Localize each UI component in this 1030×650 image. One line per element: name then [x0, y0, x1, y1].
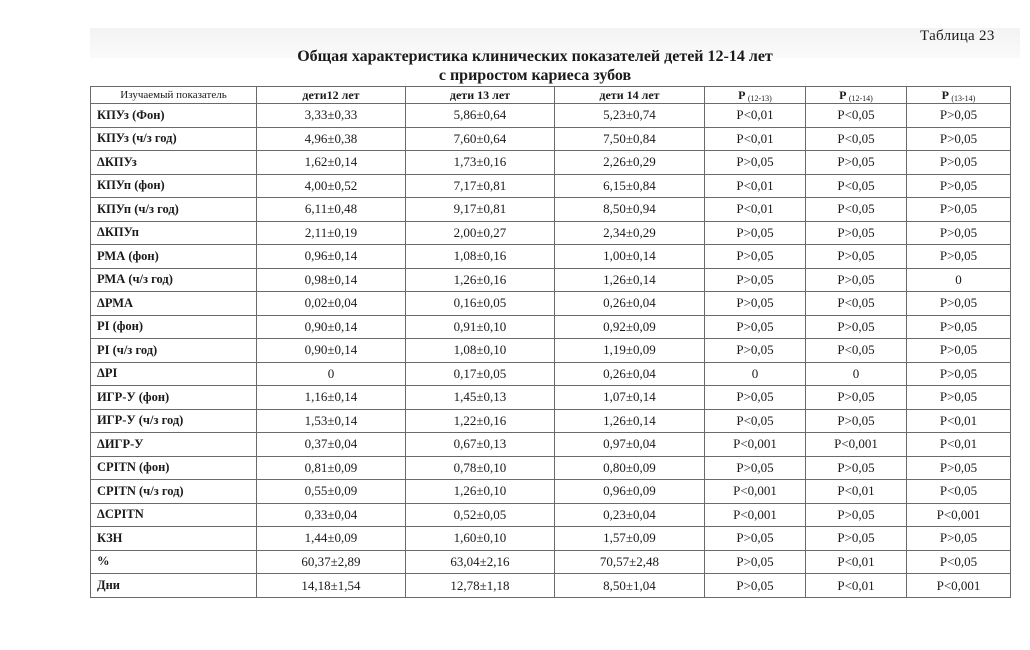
age-14-value: 5,23±0,74: [555, 104, 705, 128]
table-row: [91, 315, 1011, 339]
p-13-14-value: P<0,05: [907, 480, 1011, 504]
p-12-13-value: P<0,001: [705, 503, 806, 527]
age-13-value: 1,08±0,10: [406, 339, 555, 363]
p-13-14-value: P>0,05: [907, 292, 1011, 316]
p-12-13-value: P<0,001: [705, 433, 806, 457]
p-13-14-value: P>0,05: [907, 527, 1011, 551]
p-12-13-value: P<0,01: [705, 198, 806, 222]
age-13-value: 63,04±2,16: [406, 550, 555, 574]
table-row: [91, 409, 1011, 433]
p-13-14-value: P>0,05: [907, 456, 1011, 480]
age-12-value: 60,37±2,89: [257, 550, 406, 574]
p-12-14-value: P<0,05: [806, 104, 907, 128]
p-12-13-value: P<0,01: [705, 127, 806, 151]
p-13-14-value: P>0,05: [907, 315, 1011, 339]
table-row: [91, 574, 1011, 598]
age-14-value: 0,26±0,04: [555, 292, 705, 316]
table-title-line-1: Общая характеристика клинических показателей детей 12-14 лет: [297, 48, 773, 65]
age-14-value: 0,92±0,09: [555, 315, 705, 339]
p-12-14-value: P>0,05: [806, 527, 907, 551]
age-14-value: 1,26±0,14: [555, 268, 705, 292]
clinical-indicators-table: [90, 86, 1011, 598]
table-row: [91, 151, 1011, 175]
p-12-13-value: P>0,05: [705, 339, 806, 363]
p-12-14-value: P>0,05: [806, 409, 907, 433]
age-14-value: 2,26±0,29: [555, 151, 705, 175]
p-13-14-value: P<0,001: [907, 574, 1011, 598]
p-12-14-value: P<0,01: [806, 480, 907, 504]
indicator-cell: КПУп (ч/з год): [91, 198, 257, 222]
age-14-value: 0,96±0,09: [555, 480, 705, 504]
age-12-value: 0,90±0,14: [257, 339, 406, 363]
indicator-cell: Дни: [91, 574, 257, 598]
table-row: [91, 127, 1011, 151]
age-12-value: 6,11±0,48: [257, 198, 406, 222]
p-13-14-value: P>0,05: [907, 151, 1011, 175]
table-row: [91, 362, 1011, 386]
p-12-14-value: P<0,05: [806, 339, 907, 363]
age-13-value: 0,78±0,10: [406, 456, 555, 480]
age-12-value: 0,02±0,04: [257, 292, 406, 316]
p-12-14-value: P<0,05: [806, 174, 907, 198]
table-number: Таблица 23: [920, 28, 995, 44]
table-row: [91, 480, 1011, 504]
age-13-value: 1,26±0,10: [406, 480, 555, 504]
age-12-value: 0,37±0,04: [257, 433, 406, 457]
age-12-value: 0,98±0,14: [257, 268, 406, 292]
age-14-value: 0,26±0,04: [555, 362, 705, 386]
age-12-value: 0,81±0,09: [257, 456, 406, 480]
p-13-14-value: P>0,05: [907, 174, 1011, 198]
p-12-14-value: P<0,01: [806, 550, 907, 574]
p-12-14-value: P>0,05: [806, 503, 907, 527]
age-12-value: 0: [257, 362, 406, 386]
age-13-value: 5,86±0,64: [406, 104, 555, 128]
p-12-14-value: P>0,05: [806, 386, 907, 410]
table-row: [91, 198, 1011, 222]
age-13-value: 0,17±0,05: [406, 362, 555, 386]
header-age-14: дети 14 лет: [555, 87, 705, 104]
header-indicator: Изучаемый показатель: [91, 87, 257, 104]
age-12-value: 0,33±0,04: [257, 503, 406, 527]
age-13-value: 7,17±0,81: [406, 174, 555, 198]
indicator-cell: КЗН: [91, 527, 257, 551]
indicator-cell: CPITN (фон): [91, 456, 257, 480]
age-13-value: 1,45±0,13: [406, 386, 555, 410]
indicator-cell: ΔPI: [91, 362, 257, 386]
age-13-value: 0,52±0,05: [406, 503, 555, 527]
header-p-13-14: P $_{(13-14)}$: [907, 87, 1011, 104]
p-12-14-value: P<0,05: [806, 198, 907, 222]
table-row: [91, 268, 1011, 292]
table-row: [91, 527, 1011, 551]
indicator-cell: ΔРМА: [91, 292, 257, 316]
age-12-value: 2,11±0,19: [257, 221, 406, 245]
p-12-13-value: P>0,05: [705, 245, 806, 269]
p-12-14-value: P>0,05: [806, 268, 907, 292]
indicator-cell: ИГР-У (фон): [91, 386, 257, 410]
header-row: [91, 87, 1011, 104]
p-13-14-value: P>0,05: [907, 221, 1011, 245]
p-12-13-value: P>0,05: [705, 386, 806, 410]
header-p-12-14: P $_{(12-14)}$: [806, 87, 907, 104]
p-12-13-value: P>0,05: [705, 315, 806, 339]
age-12-value: 4,00±0,52: [257, 174, 406, 198]
age-14-value: 1,00±0,14: [555, 245, 705, 269]
p-13-14-value: P>0,05: [907, 104, 1011, 128]
p-12-14-value: P>0,05: [806, 151, 907, 175]
age-12-value: 1,16±0,14: [257, 386, 406, 410]
p-13-14-value: P>0,05: [907, 245, 1011, 269]
age-12-value: 0,55±0,09: [257, 480, 406, 504]
age-13-value: 0,67±0,13: [406, 433, 555, 457]
p-13-14-value: P<0,01: [907, 433, 1011, 457]
p-13-14-value: 0: [907, 268, 1011, 292]
age-12-value: 4,96±0,38: [257, 127, 406, 151]
p-13-14-value: P>0,05: [907, 339, 1011, 363]
indicator-cell: PI (фон): [91, 315, 257, 339]
p-12-13-value: P>0,05: [705, 550, 806, 574]
indicator-cell: ИГР-У (ч/з год): [91, 409, 257, 433]
age-14-value: 8,50±0,94: [555, 198, 705, 222]
header-p-12-13: P $_{(12-13)}$: [705, 87, 806, 104]
p-13-14-value: P>0,05: [907, 386, 1011, 410]
age-14-value: 1,19±0,09: [555, 339, 705, 363]
p-13-14-value: P<0,001: [907, 503, 1011, 527]
indicator-cell: КПУп (фон): [91, 174, 257, 198]
indicator-cell: ΔКПУз: [91, 151, 257, 175]
indicator-cell: ΔИГР-У: [91, 433, 257, 457]
indicator-cell: КПУз (Фон): [91, 104, 257, 128]
p-12-13-value: P>0,05: [705, 268, 806, 292]
age-13-value: 0,91±0,10: [406, 315, 555, 339]
p-12-14-value: P<0,01: [806, 574, 907, 598]
p-12-14-value: P>0,05: [806, 221, 907, 245]
age-13-value: 0,16±0,05: [406, 292, 555, 316]
indicator-cell: ΔCPITN: [91, 503, 257, 527]
age-14-value: 8,50±1,04: [555, 574, 705, 598]
age-12-value: 0,96±0,14: [257, 245, 406, 269]
table-row: [91, 339, 1011, 363]
age-12-value: 1,53±0,14: [257, 409, 406, 433]
age-13-value: 1,26±0,16: [406, 268, 555, 292]
table-row: [91, 104, 1011, 128]
table-row: [91, 550, 1011, 574]
table-row: [91, 174, 1011, 198]
table-row: [91, 456, 1011, 480]
p-12-14-value: P<0,001: [806, 433, 907, 457]
table-row: [91, 221, 1011, 245]
indicator-cell: CPITN (ч/з год): [91, 480, 257, 504]
age-13-value: 2,00±0,27: [406, 221, 555, 245]
p-12-14-value: P>0,05: [806, 315, 907, 339]
age-14-value: 2,34±0,29: [555, 221, 705, 245]
indicator-cell: ΔКПУп: [91, 221, 257, 245]
table-title-line-2: с приростом кариеса зубов: [438, 67, 632, 84]
p-12-13-value: P>0,05: [705, 456, 806, 480]
p-12-13-value: P<0,01: [705, 174, 806, 198]
age-13-value: 1,73±0,16: [406, 151, 555, 175]
age-14-value: 0,97±0,04: [555, 433, 705, 457]
p-13-14-value: P<0,01: [907, 409, 1011, 433]
table-row: [91, 386, 1011, 410]
p-12-14-value: 0: [806, 362, 907, 386]
p-12-14-value: P<0,05: [806, 292, 907, 316]
p-12-13-value: P<0,001: [705, 480, 806, 504]
age-13-value: 1,60±0,10: [406, 527, 555, 551]
p-12-14-value: P>0,05: [806, 245, 907, 269]
age-12-value: 1,62±0,14: [257, 151, 406, 175]
p-12-14-value: P>0,05: [806, 456, 907, 480]
p-12-13-value: P>0,05: [705, 151, 806, 175]
table-row: [91, 245, 1011, 269]
indicator-cell: РМА (ч/з год): [91, 268, 257, 292]
table-row: [91, 292, 1011, 316]
p-12-13-value: P>0,05: [705, 221, 806, 245]
p-12-13-value: P>0,05: [705, 574, 806, 598]
indicator-cell: КПУз (ч/з год): [91, 127, 257, 151]
p-13-14-value: P<0,05: [907, 550, 1011, 574]
age-13-value: 1,22±0,16: [406, 409, 555, 433]
p-12-13-value: 0: [705, 362, 806, 386]
header-age-13: дети 13 лет: [406, 87, 555, 104]
age-13-value: 1,08±0,16: [406, 245, 555, 269]
age-13-value: 12,78±1,18: [406, 574, 555, 598]
age-14-value: 0,80±0,09: [555, 456, 705, 480]
p-12-13-value: P<0,01: [705, 104, 806, 128]
indicator-cell: PI (ч/з год): [91, 339, 257, 363]
age-13-value: 9,17±0,81: [406, 198, 555, 222]
p-13-14-value: P>0,05: [907, 198, 1011, 222]
p-12-13-value: P<0,05: [705, 409, 806, 433]
table-row: [91, 433, 1011, 457]
age-14-value: 1,26±0,14: [555, 409, 705, 433]
age-14-value: 1,07±0,14: [555, 386, 705, 410]
p-13-14-value: P>0,05: [907, 127, 1011, 151]
age-14-value: 1,57±0,09: [555, 527, 705, 551]
age-14-value: 6,15±0,84: [555, 174, 705, 198]
age-12-value: 3,33±0,33: [257, 104, 406, 128]
header-age-12: дети12 лет: [257, 87, 406, 104]
age-12-value: 0,90±0,14: [257, 315, 406, 339]
age-12-value: 14,18±1,54: [257, 574, 406, 598]
p-12-13-value: P>0,05: [705, 527, 806, 551]
indicator-cell: РМА (фон): [91, 245, 257, 269]
p-13-14-value: P>0,05: [907, 362, 1011, 386]
p-12-13-value: P>0,05: [705, 292, 806, 316]
age-12-value: 1,44±0,09: [257, 527, 406, 551]
age-14-value: 7,50±0,84: [555, 127, 705, 151]
age-14-value: 0,23±0,04: [555, 503, 705, 527]
table-row: [91, 503, 1011, 527]
age-13-value: 7,60±0,64: [406, 127, 555, 151]
p-12-14-value: P<0,05: [806, 127, 907, 151]
indicator-cell: %: [91, 550, 257, 574]
age-14-value: 70,57±2,48: [555, 550, 705, 574]
